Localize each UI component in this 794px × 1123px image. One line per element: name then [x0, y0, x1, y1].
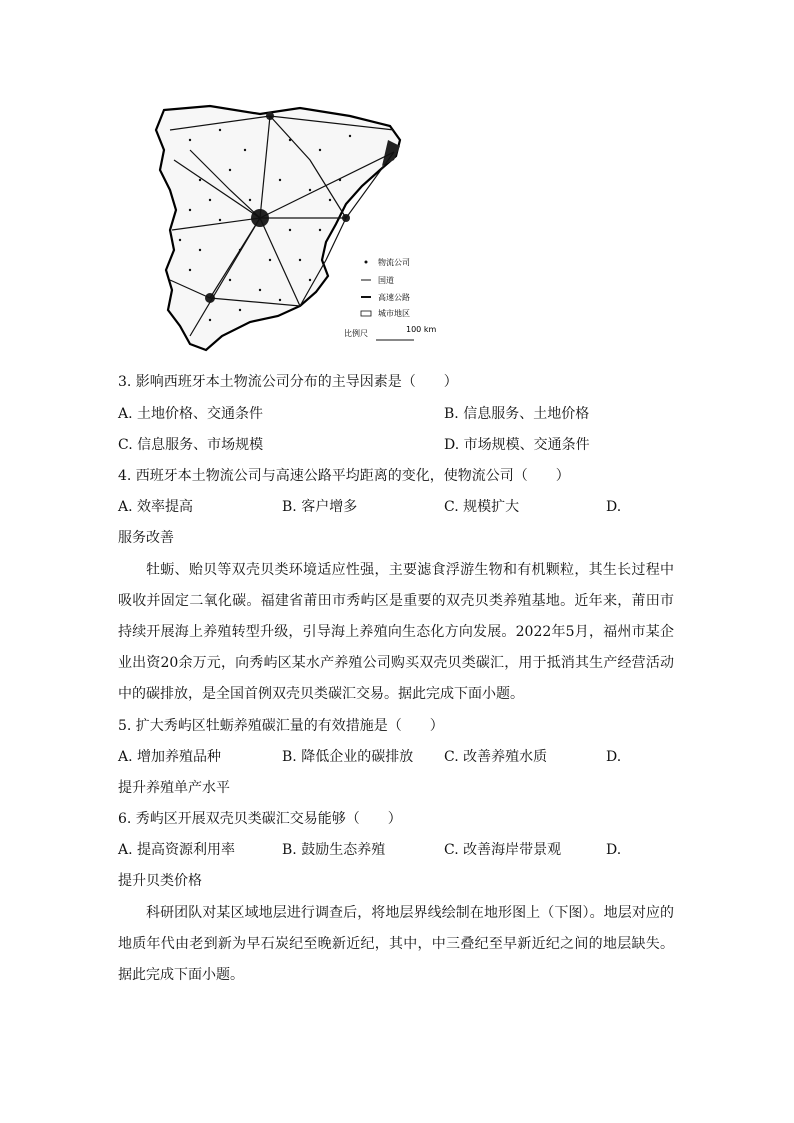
q3-option-a: A. 土地价格、交通条件 — [118, 406, 264, 422]
q3-option-d: D. 市场规模、交通条件 — [444, 437, 590, 453]
legend-national-road: 国道 — [378, 276, 394, 285]
q5-option-d-text: 提升养殖单产水平 — [118, 780, 230, 796]
scale-label: 比例尺 — [344, 329, 368, 338]
q5-option-c: C. 改善养殖水质 — [444, 749, 548, 765]
q3-option-b: B. 信息服务、土地价格 — [444, 406, 590, 422]
q5-option-d: D. — [606, 749, 622, 765]
q6-option-b: B. 鼓励生态养殖 — [282, 842, 386, 858]
map-figure — [150, 100, 450, 360]
q3-stem: 3. 影响西班牙本土物流公司分布的主导因素是（ ） — [118, 374, 458, 390]
q5-option-a: A. 增加养殖品种 — [118, 749, 222, 765]
legend-urban-area: 城市地区 — [378, 309, 410, 318]
q4-option-a: A. 效率提高 — [118, 499, 194, 515]
q4-option-d-text: 服务改善 — [118, 530, 174, 546]
q4-stem: 4. 西班牙本土物流公司与高速公路平均距离的变化，使物流公司（ ） — [118, 468, 570, 484]
q6-stem: 6. 秀屿区开展双壳贝类碳汇交易能够（ ） — [118, 811, 402, 827]
q6-option-c: C. 改善海岸带景观 — [444, 842, 562, 858]
q6-option-d: D. — [606, 842, 622, 858]
q4-option-c: C. 规模扩大 — [444, 499, 520, 515]
q4-option-d: D. — [606, 499, 622, 515]
legend-company: 物流公司 — [378, 258, 410, 267]
passage-strata-survey: 科研团队对某区域地层进行调查后，将地层界线绘制在地形图上（下图）。地层对应的地质年代由老到新为早石炭纪至晚新近纪，其中，中三叠纪至早新近纪之间的地层缺失。据此完成下面小题。 — [118, 905, 674, 983]
q5-stem: 5. 扩大秀屿区牡蛎养殖碳汇量的有效措施是（ ） — [118, 718, 444, 734]
q3-option-c: C. 信息服务、市场规模 — [118, 437, 264, 453]
q4-option-b: B. 客户增多 — [282, 499, 358, 515]
q6-option-a: A. 提高资源利用率 — [118, 842, 236, 858]
spain-logistics-map — [150, 100, 450, 360]
legend-highway: 高速公路 — [378, 293, 410, 302]
q6-option-d-text: 提升贝类价格 — [118, 873, 202, 889]
passage-bivalve-carbon-sink: 牡蛎、贻贝等双壳贝类环境适应性强，主要滤食浮游生物和有机颗粒，其生长过程中吸收并固定二氧化碳。福建省莆田市秀屿区是重要的双壳贝类养殖基地。近年来，莆田市持续开展海上养殖转型升级，引导海上养殖向生态化方向发展。2022年5月，福州市某企业出资20余万元，向秀屿区某水产养殖公司购买双壳贝类碳汇，用于抵消其生产经营活动中的碳排放，是全国首例双壳贝类碳汇交易。据此完成下面小题。 — [118, 562, 674, 702]
map-legend — [344, 257, 436, 340]
scale-value: 100 km — [406, 325, 437, 334]
q5-option-b: B. 降低企业的碳排放 — [282, 749, 414, 765]
